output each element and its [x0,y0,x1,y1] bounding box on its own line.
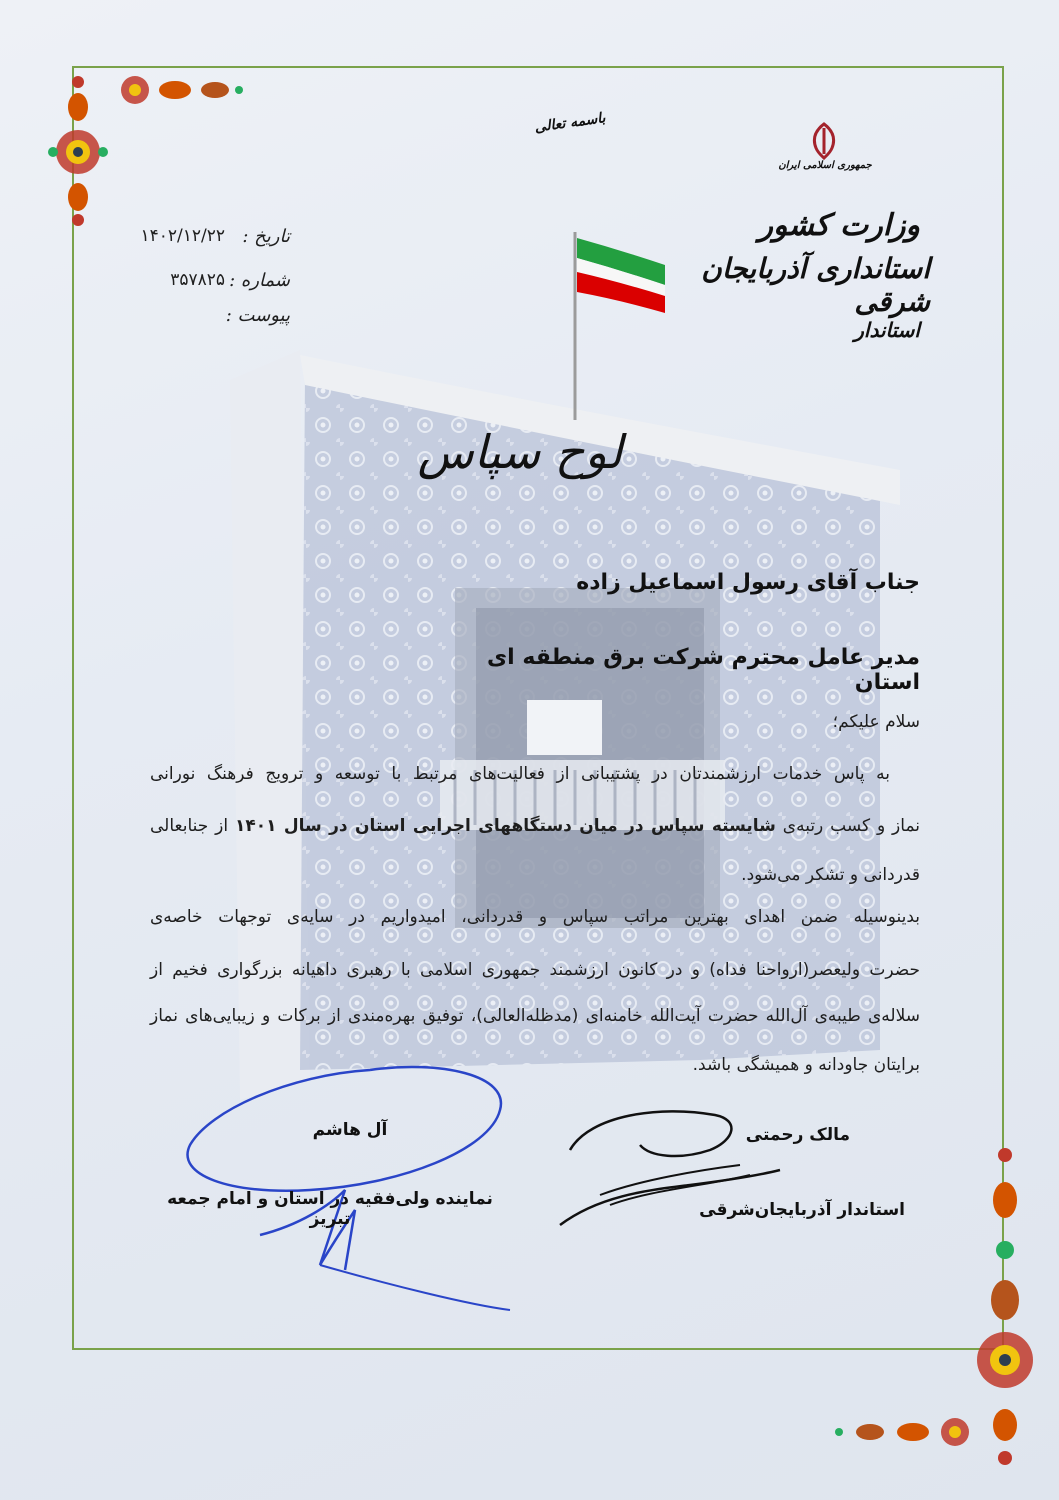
body-p1-line2-end: از جنابعالی [150,816,235,836]
ornament-bottom-band-icon [825,1402,975,1462]
left-signature-icon [170,1055,520,1315]
greeting: سلام علیکم؛ [832,712,920,732]
right-signer-title: استاندار آذربایجان‌شرقی [699,1200,905,1220]
body-p1-line2-highlight: شایسته سپاس در میان دستگاههای اجرایی استان در سال ۱۴۰۱ [234,816,776,836]
country-name: جمهوری اسلامی ایران [778,160,872,171]
body-p2-line2: حضرت ولیعصر(ارواحنا فداه) و در کانون ارزشمند جمهوری اسلامی با رهبری داهیانه بزرگواری فخیم از [150,960,920,980]
left-signer-title: نماینده ولی‌فقیه در استان و امام جمعه تبریز [167,1189,493,1229]
number-label: شماره : [229,270,290,291]
ornament-bottom-right-icon [965,1140,1045,1470]
ministry-name: وزارت کشور [758,208,920,243]
date-value: ۱۴۰۲/۱۲/۲۲ [140,226,225,246]
number-value: ۳۵۷۸۲۵ [170,270,225,290]
recipient-name: جناب آقای رسول اسماعیل زاده [576,570,920,595]
body-p2-line4: برایتان جاودانه و همیشگی باشد. [692,1055,920,1075]
attachment-label: پیوست : [225,305,290,326]
recipient-position: مدیر عامل محترم شرکت برق منطقه ای استان [487,645,920,695]
body-p1-line3: قدردانی و تشکر می‌شود. [741,865,920,885]
province-office-name: استانداری آذربایجان شرقی [701,252,930,318]
ornament-top-left-icon [38,62,118,232]
left-signer-name: آل هاشم [312,1120,388,1140]
right-signer-name: مالک رحمتی [745,1125,850,1145]
body-p2-line1: بدینوسیله ضمن اهدای بهترین مراتب سپاس و قدردانی، امیدواریم در سایه‌ی توجهات خاصه‌ی [150,907,920,927]
iran-emblem-icon [806,122,842,160]
body-p1-line1: به پاس خدمات ارزشمندتان در پشتیبانی از فعالیت‌های مرتبط با توسعه و ترویج فرهنگ نورانی [150,764,890,784]
office-title: استاندار [854,318,920,342]
body-p1-line2-start: نماز و کسب رتبه‌ی [775,816,921,836]
date-label: تاریخ : [242,226,290,247]
body-p1-line2 [150,816,920,836]
basmala: باسمه تعالی [533,110,607,136]
body-p2-line3: سلاله‌ی طیبه‌ی آل‌الله حضرت آیت‌الله خامنه‌ای (مدظله‌العالی)، توفیق بهره‌مندی از برکات و زیبایی‌های نماز [150,1006,920,1026]
ornament-top-band-icon [115,62,245,117]
certificate-title: لوح سپاس [417,425,623,479]
